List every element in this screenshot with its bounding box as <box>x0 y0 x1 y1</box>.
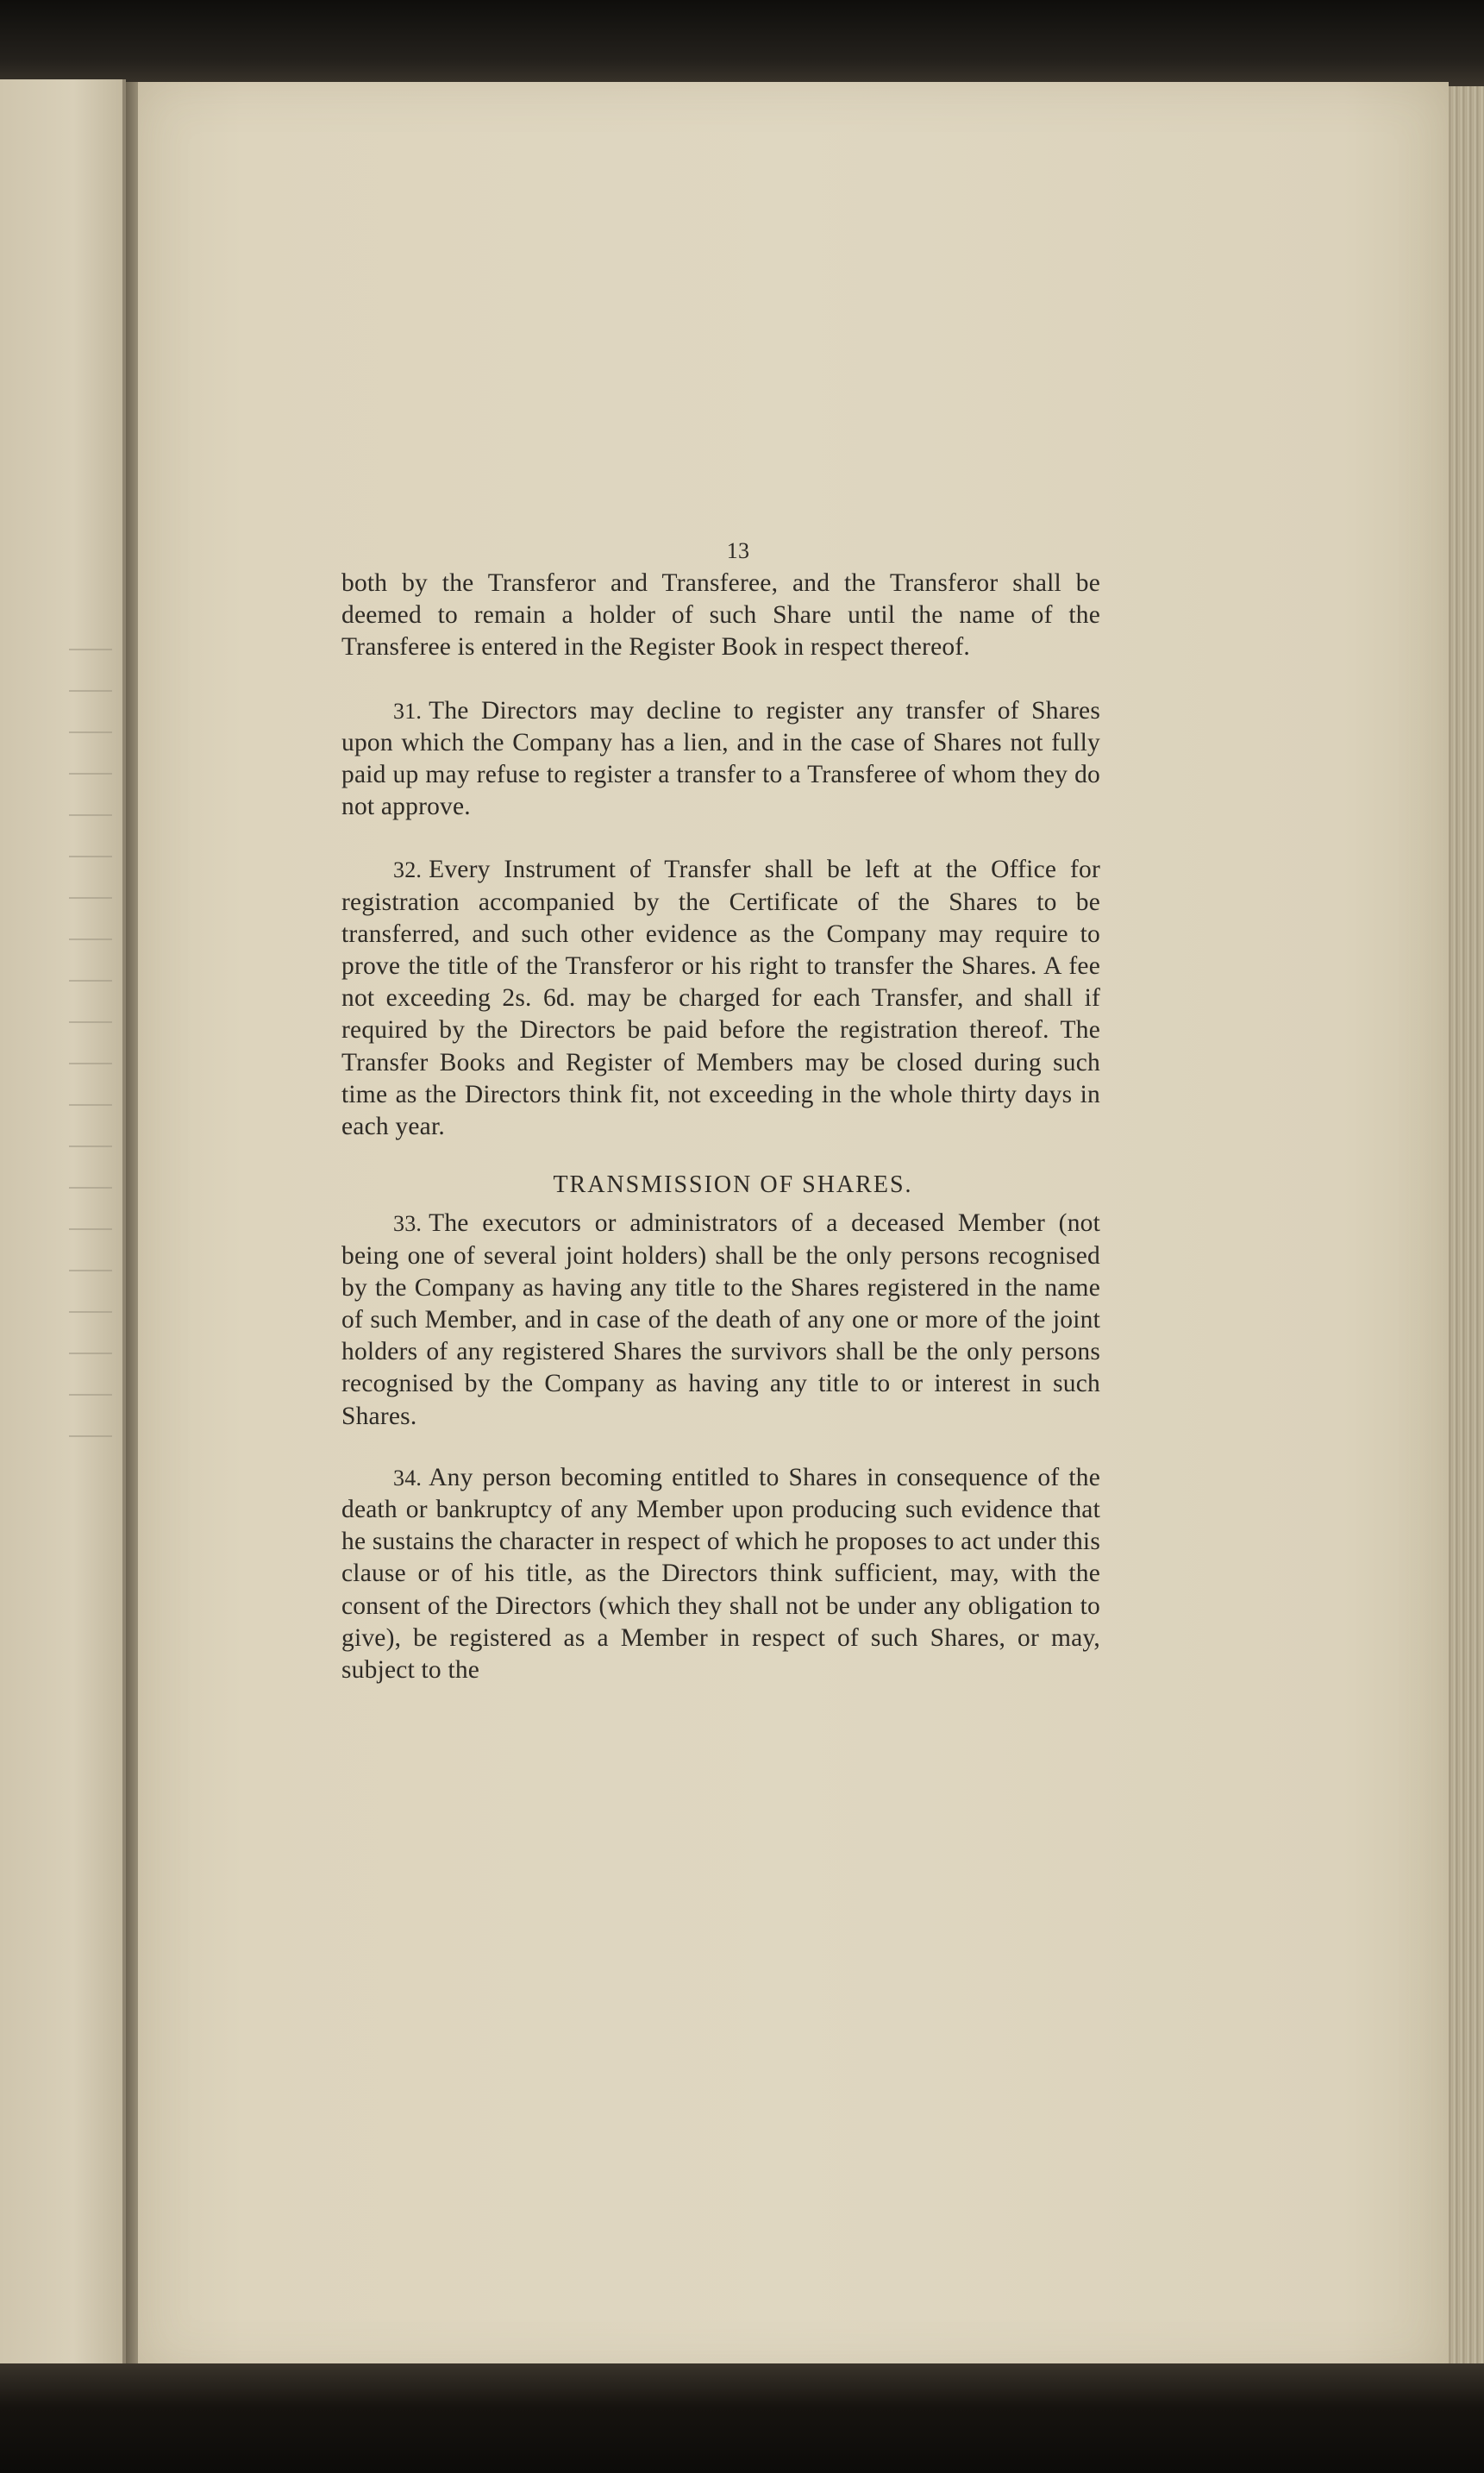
clause-33 <box>341 1208 1100 1432</box>
clause-32 <box>341 854 1100 1143</box>
clause-number: 33. <box>393 1211 423 1237</box>
scan-background-bottom <box>0 2363 1484 2473</box>
paragraph-continuation <box>341 568 1100 664</box>
clause-number: 31. <box>393 698 423 724</box>
clause-number: 32. <box>393 857 423 883</box>
clause-text: Any person becoming entitled to Shares in consequence of the death or bankruptcy of any Member upon producing such evidence that he sustains the character in respect of which he proposes to act under this clause or of his title, as the Directors think sufficient, may, with the consent of the Directors (which they shall not be under any obligation to give), be registered as a Member in respect of such Shares, or may, subject to the <box>341 1463 1100 1685</box>
page-number: 13 <box>726 538 750 563</box>
clause-31 <box>341 695 1100 824</box>
page-text-block <box>341 535 1100 1717</box>
facing-page-bleed-marks <box>69 649 112 1511</box>
clause-text: Every Instrument of Transfer shall be left at the Office for registration accompanied by the Certificate of the Shares to be transferred, and such other evidence as the Company may require to prove the title of the Transferor or his right to transfer the Shares. A fee not exceeding 2s. 6d. may be charged for each Transfer, and shall if required by the Directors be paid before the registration thereof. The Transfer Books and Register of Members may be closed during such time as the Directors think fit, not exceeding in the whole thirty days in each year. <box>341 856 1100 1141</box>
paragraph-text: both by the Transferor and Transferee, and the Transferor shall be deemed to remain a holder of such Share until the name of the Transferee is entered in the Register Book in respect thereof. <box>341 569 1100 662</box>
clause-34 <box>341 1462 1100 1686</box>
clause-text: The executors or administrators of a deceased Member (not being one of several joint holders) shall be the only persons recognised by the Company as having any title to the Shares registered in the name of such Member, and in case of the death of any one or more of the joint holders of any registered Shares the survivors shall be the only persons recognised by the Company as having any title to or interest in such Shares. <box>341 1209 1100 1430</box>
facing-page-left <box>0 79 126 2369</box>
scan-background-top <box>0 0 1484 86</box>
clause-text: The Directors may decline to register any transfer of Shares upon which the Company has a lien, and in the case of Shares not fully paid up may refuse to register a transfer to a Transferee of whom they do not approve. <box>341 696 1100 821</box>
section-heading: TRANSMISSION OF SHARES. <box>553 1171 913 1199</box>
clause-number: 34. <box>393 1465 423 1491</box>
